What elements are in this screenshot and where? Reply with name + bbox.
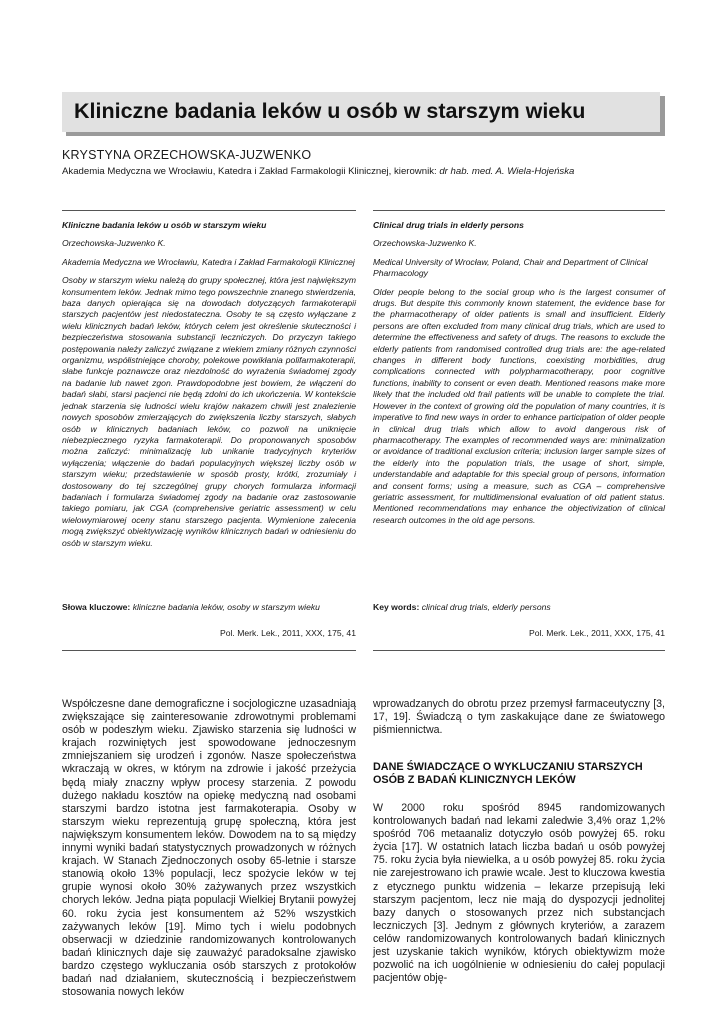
title-banner-shadow bbox=[660, 96, 665, 136]
abstract-pl-keywords bbox=[62, 602, 356, 613]
article-author: KRYSTYNA ORZECHOWSKA-JUZWENKO bbox=[62, 148, 312, 162]
abstract-en-top-rule bbox=[373, 210, 665, 211]
body-paragraph: Współczesne dane demograficzne i socjologiczne uzasadniają zwiększające się zainteresowanie zdrowotnymi problemami osób w podeszłym wieku. Zjawisko starzenia się ludności w krajach rozwiniętych jest spowodowane jednoczesnym zmniejszaniem się urodzeń i zgonów. Nasze społeczeństwa wkraczają w okres, w którym na zdrowie i jakość przeżycia będą miały znaczny wpływ procesy starzenia. Z powodu dużego nakładu kosztów na opiekę medyczną nad osobami starszymi bardzo istotna jest farmakoterapia. Osoby w starszym wieku reprezentują grupę społeczną, która jest największym konsumentem leków. Dowodem na to są między innymi wyniki badań statystycznych prowadzonych w różnych krajach. W Stanach Zjednoczonych osoby 65-letnie i starsze stanowią około 13% populacji, lecz spożycie leków w tej grupie wynosi około 30% zażywanych przez wszystkich chorych leków. Jedna piąta populacji Wielkiej Brytanii powyżej 60. roku życia jest konsumentem aż 52% wszystkich zażywanych leków [19]. Mimo tych i wielu podobnych obserwacji w dziedzinie randomizowanych kontrolowanych badań klinicznych daje się zauważyć paradoksalne zjawisko bardzo częstego wykluczania osób starszych z protokołów badań nad działaniem, skutecznością i bezpieczeństwem stosowania nowych leków bbox=[62, 698, 356, 999]
abstract-pl-text: Osoby w starszym wieku należą do grupy społecznej, która jest największym konsumentem leków. Jednak mimo tego powszechnie znanego stwierdzenia, baza danych opierająca się na dowodach dotyczących farmakoterapii starszych pacjentów jest niedostateczna. Osoby te są często wyłączane z wielu klinicznych badań leków, których celem jest określenie skuteczności i bezpieczeństwa stosowania substancji leczniczych. Do przyczyn takiego postępowania należy zaliczyć związane z wiekiem zmiany różnych czynności organizmu, współistniejące choroby, polekowe powikłania polifarmakoterapii, słabe funkcje poznawcze oraz niezdolność do wyrażenia świadomej zgody na badanie lub nawet zgon. Prawdopodobne jest bowiem, że włączeni do badań słabi, starsi pacjenci nie będą zdolni do ich ukończenia. W kontekście jednak starzenia się ludności wielu krajów nakazem chwili jest znalezienie nowych sposobów zmierzających do zwiększenia liczby starszych, słabych osób w klinicznych badaniach leków, co pozwoli na uniknięcie niebezpiecznego ryzyka farmakoterapii. Do proponowanych sposobów można zaliczyć: minimalizację lub unikanie tradycyjnych kryteriów wyłączenia; włączenie do badań populacyjnych większej liczby osób w starszym wieku; przedstawienie w sposób prosty, krótki, zrozumiały i dostosowany do tej szczególnej grupy chorych formularza informacji badaniach i formularza świadomej zgody na badanie oraz zastosowanie takiego pomiaru, jak CGA (comprehensive geriatric assessment) w celu wielowymiarowej oceny stanu starszego pacjenta. Wymienione zalecenia mogą zwiększyć obiektywizację wyników klinicznych badań w odniesieniu do osób w starszym wieku. bbox=[62, 275, 356, 548]
affiliation-text: Akademia Medyczna we Wrocławiu, Katedra i Zakład Farmakologii Klinicznej, kierownik: bbox=[62, 166, 437, 177]
body-paragraph: W 2000 roku spośród 8945 randomizowanych kontrolowanych badań nad lekami zaledwie 3,4% oraz 1,2% spośród 706 metaanaliz dotyczyło osób powyżej 65. roku życia [17]. W ostatnich latach liczba badań u osób powyżej 75. roku życia była niewielka, a u osób powyżej 85. roku życia nie zarejestrowano ich prawie wcale. Jest to kluczowa kwestia z etycznego punktu widzenia – lekarze przepisują leki starszym pacjentom, lecz nie mają do dyspozycji jednolitej bazy danych o stosowanych przez nich substancjach leczniczych [3]. Jednym z głównych kryteriów, a zarazem celów randomizowanych kontrolowanych badań klinicznych jest uzyskanie takich wyników, których obiektywizm może pozwolić na ich uogólnienie w odniesieniu do całej populacji pacjentów obję- bbox=[373, 802, 665, 985]
abstract-en-text: Older people belong to the social group who is the largest consumer of drugs. But despite this commonly known statement, the evidence base for the pharmacotherapy of older patients is small and insufficient. Elderly persons are often excluded from many clinical drug trials, which are used to determine the effectiveness and safety of drugs. The reasons to exclude the elderly patients from randomised controlled drug trials are: the age-related changes in different body functions, coexisting morbidities, drug complications connected with polypharmacotherapy, poor cognitive functions, inability to consent or even death. Mentioned reasons make more likely that the included old frail patients will be unable to complete the trial. However in the context of growing old the population of many countries, it is imperative to find new ways in order to enhance participation of older people in clinical drug trials which allow to avoid dangerous risk of pharmacotherapy. The examples of recommended ways are: minimalization or avoidance of traditional exclusion criteria; inclusion larger sample sizes of the elderly into the population trials, the usage of short, simple, understandable and adaptable for this special group of persons, information and consent forms; using a measure, such as CGA – comprehensive geriatric assessment, for multidimensional evaluation of old patient status. Mentioned recommendations may enhance the objectivization of clinical research outcomes in the old age persons. bbox=[373, 286, 665, 525]
article-affiliation bbox=[62, 166, 574, 177]
keywords-text: clinical drug trials, elderly persons bbox=[421, 602, 551, 612]
body-left-column bbox=[62, 698, 356, 999]
body-right-column-intro bbox=[373, 698, 665, 737]
keywords-label: Key words: bbox=[373, 602, 420, 612]
keywords-text: kliniczne badania leków, osoby w starszym wieku bbox=[132, 602, 320, 612]
abstract-pl-citation: Pol. Merk. Lek., 2011, XXX, 175, 41 bbox=[220, 628, 356, 638]
affiliation-head: dr hab. med. A. Wiela-Hojeńska bbox=[439, 166, 575, 177]
abstract-en bbox=[373, 220, 665, 526]
abstract-pl-author: Orzechowska-Juzwenko K. bbox=[62, 238, 166, 249]
abstract-pl-bottom-rule bbox=[62, 650, 356, 651]
abstract-en-citation: Pol. Merk. Lek., 2011, XXX, 175, 41 bbox=[529, 628, 665, 638]
abstract-pl-top-rule bbox=[62, 210, 356, 211]
body-right-column bbox=[373, 802, 665, 985]
article-title: Kliniczne badania leków u osób w starszym wieku bbox=[74, 99, 586, 123]
keywords-label: Słowa kluczowe: bbox=[62, 602, 131, 612]
title-banner bbox=[62, 92, 660, 132]
abstract-en-title: Clinical drug trials in elderly persons bbox=[373, 220, 524, 230]
body-paragraph: wprowadzanych do obrotu przez przemysł farmaceutyczny [3, 17, 19]. Świadczą o tym zaskakujące dane ze światowego piśmiennictwa. bbox=[373, 698, 665, 737]
abstract-pl bbox=[62, 220, 356, 549]
abstract-pl-affiliation: Akademia Medyczna we Wrocławiu, Katedra i Zakład Farmakologii Klinicznej bbox=[62, 256, 355, 267]
abstract-en-author: Orzechowska-Juzwenko K. bbox=[373, 238, 477, 249]
title-banner-shadow bbox=[66, 132, 665, 136]
section-heading: DANE ŚWIADCZĄCE O WYKLUCZANIU STARSZYCH OSÓB Z BADAŃ KLINICZNYCH LEKÓW bbox=[373, 761, 643, 786]
abstract-pl-title: Kliniczne badania leków u osób w starszym wieku bbox=[62, 220, 267, 230]
abstract-en-affiliation: Medical University of Wrocław, Poland, Chair and Department of Clinical Pharmacology bbox=[373, 256, 648, 279]
abstract-en-keywords bbox=[373, 602, 665, 613]
abstract-en-bottom-rule bbox=[373, 650, 665, 651]
